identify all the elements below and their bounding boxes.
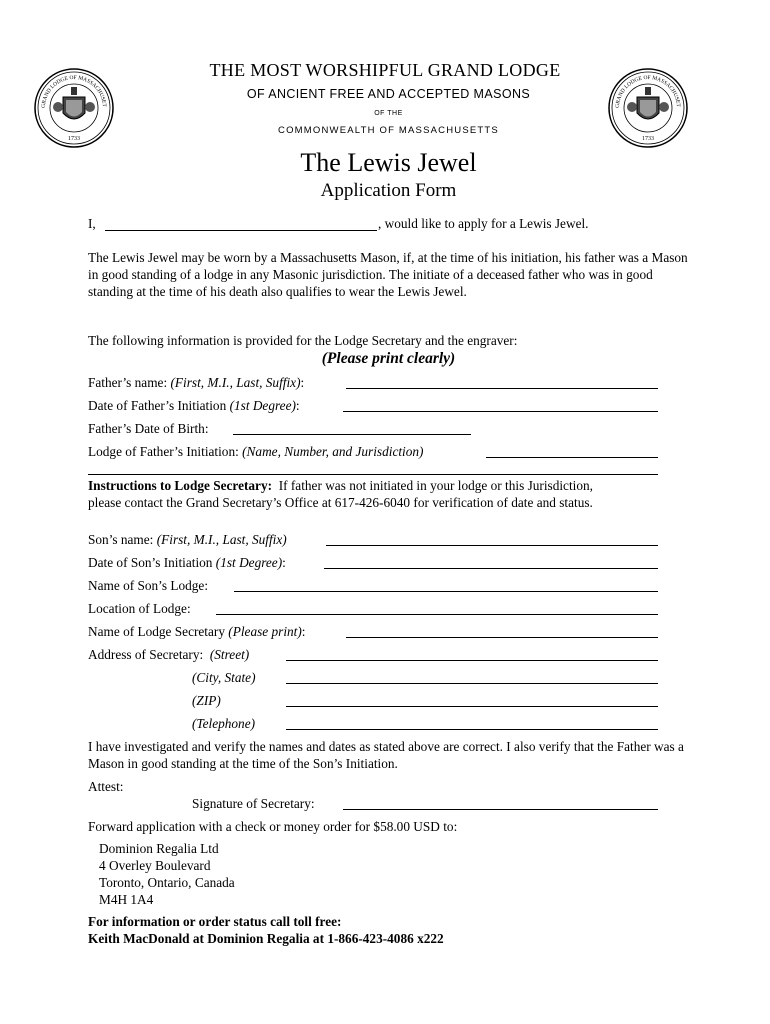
lodge-location-label: Location of Lodge: <box>88 601 191 616</box>
secretary-zip-field[interactable] <box>286 706 658 707</box>
lodge-title: THE MOST WORSHIPFUL GRAND LODGE <box>209 60 561 80</box>
commonwealth-label: COMMONWEALTH OF MASSACHUSETTS <box>278 125 499 136</box>
son-name-label: Son’s name: (First, M.I., Last, Suffix) <box>88 532 287 547</box>
verification-text: I have investigated and verify the names and dates as stated above are correct. I also verify that the Father was a Mason in good standing at the time of the Son’s Initiation. <box>88 739 684 771</box>
address-line: M4H 1A4 <box>99 892 154 907</box>
instructions-line-2: please contact the Grand Secretary’s Office at 617-426-6040 for verification of date and status. <box>88 495 593 510</box>
info-text: The following information is provided for the Lodge Secretary and the engraver: <box>88 333 518 348</box>
page-title: The Lewis Jewel <box>300 148 477 177</box>
address-line: Toronto, Ontario, Canada <box>99 875 235 890</box>
city-state-hint: (City, State) <box>192 670 256 685</box>
secretary-street-field[interactable] <box>286 660 658 661</box>
lodge-subtitle: OF ANCIENT FREE AND ACCEPTED MASONS <box>246 87 531 101</box>
forward-text: Forward application with a check or money order for $58.00 USD to: <box>88 819 458 834</box>
father-lodge-field-2[interactable] <box>88 474 658 475</box>
print-clearly-note: (Please print clearly) <box>321 350 456 367</box>
address-line: Dominion Regalia Ltd <box>99 841 219 856</box>
instructions-line-1: Instructions to Lodge Secretary: If father was not initiated in your lodge or this Jurisdiction, <box>88 478 593 493</box>
secretary-name-label: Name of Lodge Secretary (Please print): <box>88 624 306 639</box>
seal-year-left: 1733 <box>68 136 80 142</box>
form-subtitle: Application Form <box>320 180 457 201</box>
father-name-field[interactable] <box>346 388 658 389</box>
intro-suffix: , would like to apply for a Lewis Jewel. <box>378 216 589 231</box>
father-name-label: Father’s name: (First, M.I., Last, Suffix): <box>88 375 305 390</box>
son-lodge-field[interactable] <box>234 591 658 592</box>
contact-line-2: Keith MacDonald at Dominion Regalia at 1-866-423-4086 x222 <box>88 931 444 946</box>
father-initiation-label: Date of Father’s Initiation (1st Degree): <box>88 398 300 413</box>
father-birth-field[interactable] <box>233 434 471 435</box>
father-initiation-field[interactable] <box>343 411 658 412</box>
father-birth-label: Father’s Date of Birth: <box>88 421 209 436</box>
zip-hint: (ZIP) <box>192 693 221 708</box>
attest-label: Attest: <box>88 779 124 794</box>
secretary-city-field[interactable] <box>286 683 658 684</box>
father-lodge-label: Lodge of Father’s Initiation: (Name, Number, and Jurisdiction) <box>88 444 424 459</box>
telephone-hint: (Telephone) <box>192 716 256 731</box>
seal-year-right: 1733 <box>642 136 654 142</box>
son-name-field[interactable] <box>326 545 658 546</box>
secretary-address-label: Address of Secretary: (Street) <box>88 647 250 662</box>
address-line: 4 Overley Boulevard <box>99 858 211 873</box>
contact-line-1: For information or order status call toll free: <box>88 914 342 929</box>
of-the-label: OF THE <box>374 110 403 117</box>
svg-text:GRAND LODGE OF MASSACHUSETTS: GRAND LODGE OF MASSACHUSET <box>40 74 108 109</box>
son-lodge-label: Name of Son’s Lodge: <box>88 578 209 593</box>
lodge-location-field[interactable] <box>216 614 658 615</box>
son-initiation-field[interactable] <box>324 568 658 569</box>
secretary-phone-field[interactable] <box>286 729 658 730</box>
signature-label: Signature of Secretary: <box>192 796 315 811</box>
signature-field[interactable] <box>343 809 658 810</box>
father-lodge-field[interactable] <box>486 457 658 458</box>
svg-text:GRAND LODGE OF MASSACHUSETTS: GRAND LODGE OF MASSACHUSET <box>614 74 682 109</box>
applicant-name-field[interactable] <box>105 230 377 231</box>
intro-prefix: I, <box>88 216 96 231</box>
son-initiation-label: Date of Son’s Initiation (1st Degree): <box>88 555 286 570</box>
secretary-name-field[interactable] <box>346 637 658 638</box>
eligibility-text: The Lewis Jewel may be worn by a Massachusetts Mason, if, at the time of his initiation, his father was a Mason in good standing of a lodge in any Masonic jurisdiction. The initiate of a deceased father who was in good standing at the time of his death also qualifies to wear the Lewis Jewel. <box>88 250 688 299</box>
